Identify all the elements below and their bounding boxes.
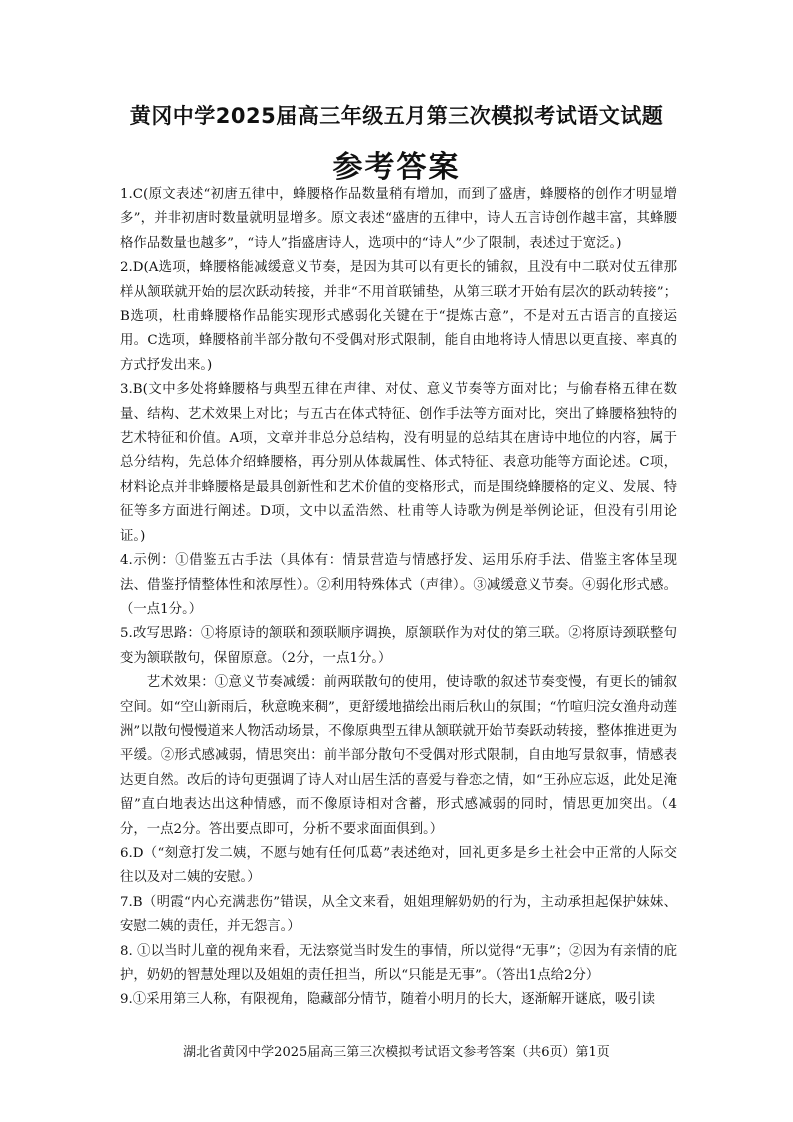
answer-paragraph-5-effect: 艺术效果：①意义节奏减缓：前两联散句的使用，使诗歌的叙述节奏变慢，有更长的铺叙空间。如“空山新雨后，秋意晚来稠”，更舒缓地描绘出雨后秋山的氛围；“竹喧归浣女渔舟动莲洲”以散句慢慢道来人物活动场景，不像原典型五律从颔联就开始节奏跃动转接，整体推进更为平缓。②形式感减弱，情思突出：前半部分散句不受偶对形式限制，自由地写景叙事，情感表达更自然。改后的诗句更强调了诗人对山居生活的喜爱与眷恋之情，如“王孙应忘返，此处足淹留”直白地表达出这种情感，而不像原诗相对含蓄，形式感减弱的同时，情思更加突出。（4分，一点2分。答出要点即可，分析不要求面面俱到。） (120, 675, 677, 837)
answer-paragraph-8: 8. ①以当时儿童的视角来看，无法察觉当时发生的事情，所以觉得“无事”；②因为有亲情的庇护，奶奶的智慧处理以及姐姐的责任担当，所以“只能是无事”。（答出1点给2分） (120, 943, 677, 983)
answer-paragraph-5: 5.改写思路：①将原诗的颔联和颈联顺序调换，原颔联作为对仗的第三联。②将原诗颈联整句变为颔联散句，保留原意。（2分，一点1分。） (120, 626, 677, 666)
answer-paragraph-7: 7.B（明霞“内心充满悲伤”错误，从全文来看，姐姐理解奶奶的行为，主动承担起保护妹妹、安慰二姨的责任，并无怨言。） (120, 894, 677, 935)
answer-paragraph-1: 1.C(原文表述“初唐五律中，蜂腰格作品数量稍有增加，而到了盛唐，蜂腰格的创作才明显增多”，并非初唐时数量就明显增多。原文表述“盛唐的五律中，诗人五言诗创作越丰富，其蜂腰格作品数量也越多”，“诗人”指盛唐诗人，选项中的“诗人”少了限制，表述过于宽泛。) (120, 187, 677, 251)
document-title: 黄冈中学2025届高三年级五月第三次模拟考试语文试题 (129, 104, 664, 128)
answer-paragraph-2: 2.D(A选项，蜂腰格能减缓意义节奏，是因为其可以有更长的铺叙，且没有中二联对仗五律那样从颔联就开始的层次跃动转接，并非“不用首联铺垫，从第三联才开始有层次的跃动转接”；B选项，杜甫蜂腰格作品能实现形式感弱化关键在于“提炼古意”，不是对五古语言的直接运用。C选项，蜂腰格前半部分散句不受偶对形式限制，能自由地将诗人情思以更直接、率真的方式抒发出来。) (120, 260, 677, 373)
answer-paragraph-4: 4.示例：①借鉴五古手法（具体有：情景营造与情感抒发、运用乐府手法、借鉴主客体呈现法、借鉴抒情整体性和浓厚性）。②利用特殊体式（声律）。③减缓意义节奏。④弱化形式感。（一点1分。） (120, 553, 677, 617)
page-footer: 湖北省黄冈中学2025届高三第三次模拟考试语文参考答案（共6页）第1页 (183, 1045, 610, 1060)
answer-paragraph-3: 3.B(文中多处将蜂腰格与典型五律在声律、对仗、意义节奏等方面对比；与偷春格五律在数量、结构、艺术效果上对比；与五古在体式特征、创作手法等方面对比，突出了蜂腰格独特的艺术特征和价值。A项，文章并非总分总结构，没有明显的总结其在唐诗中地位的内容，属于总分结构，先总体介绍蜂腰格，再分别从体裁属性、体式特征、表意功能等方面论述。C项，材料论点并非蜂腰格是最具创新性和艺术价值的变格形式，而是围绕蜂腰格的定义、发展、特征等多方面进行阐述。D项，文中以孟浩然、杜甫等人诗歌为例是举例论证，但没有引用论证。) (120, 382, 677, 544)
answer-paragraph-9: 9.①采用第三人称，有限视角，隐藏部分情节，随着小明月的长大，逐渐解开谜底，吸引读 (120, 992, 656, 1008)
document-subtitle: 参考答案 (332, 150, 461, 185)
answer-paragraph-6: 6.D（“刻意打发二姨，不愿与她有任何瓜葛”表述绝对，回礼更多是乡土社会中正常的人际交往以及对二姨的安慰。） (120, 845, 677, 886)
answer-content (120, 183, 677, 1013)
